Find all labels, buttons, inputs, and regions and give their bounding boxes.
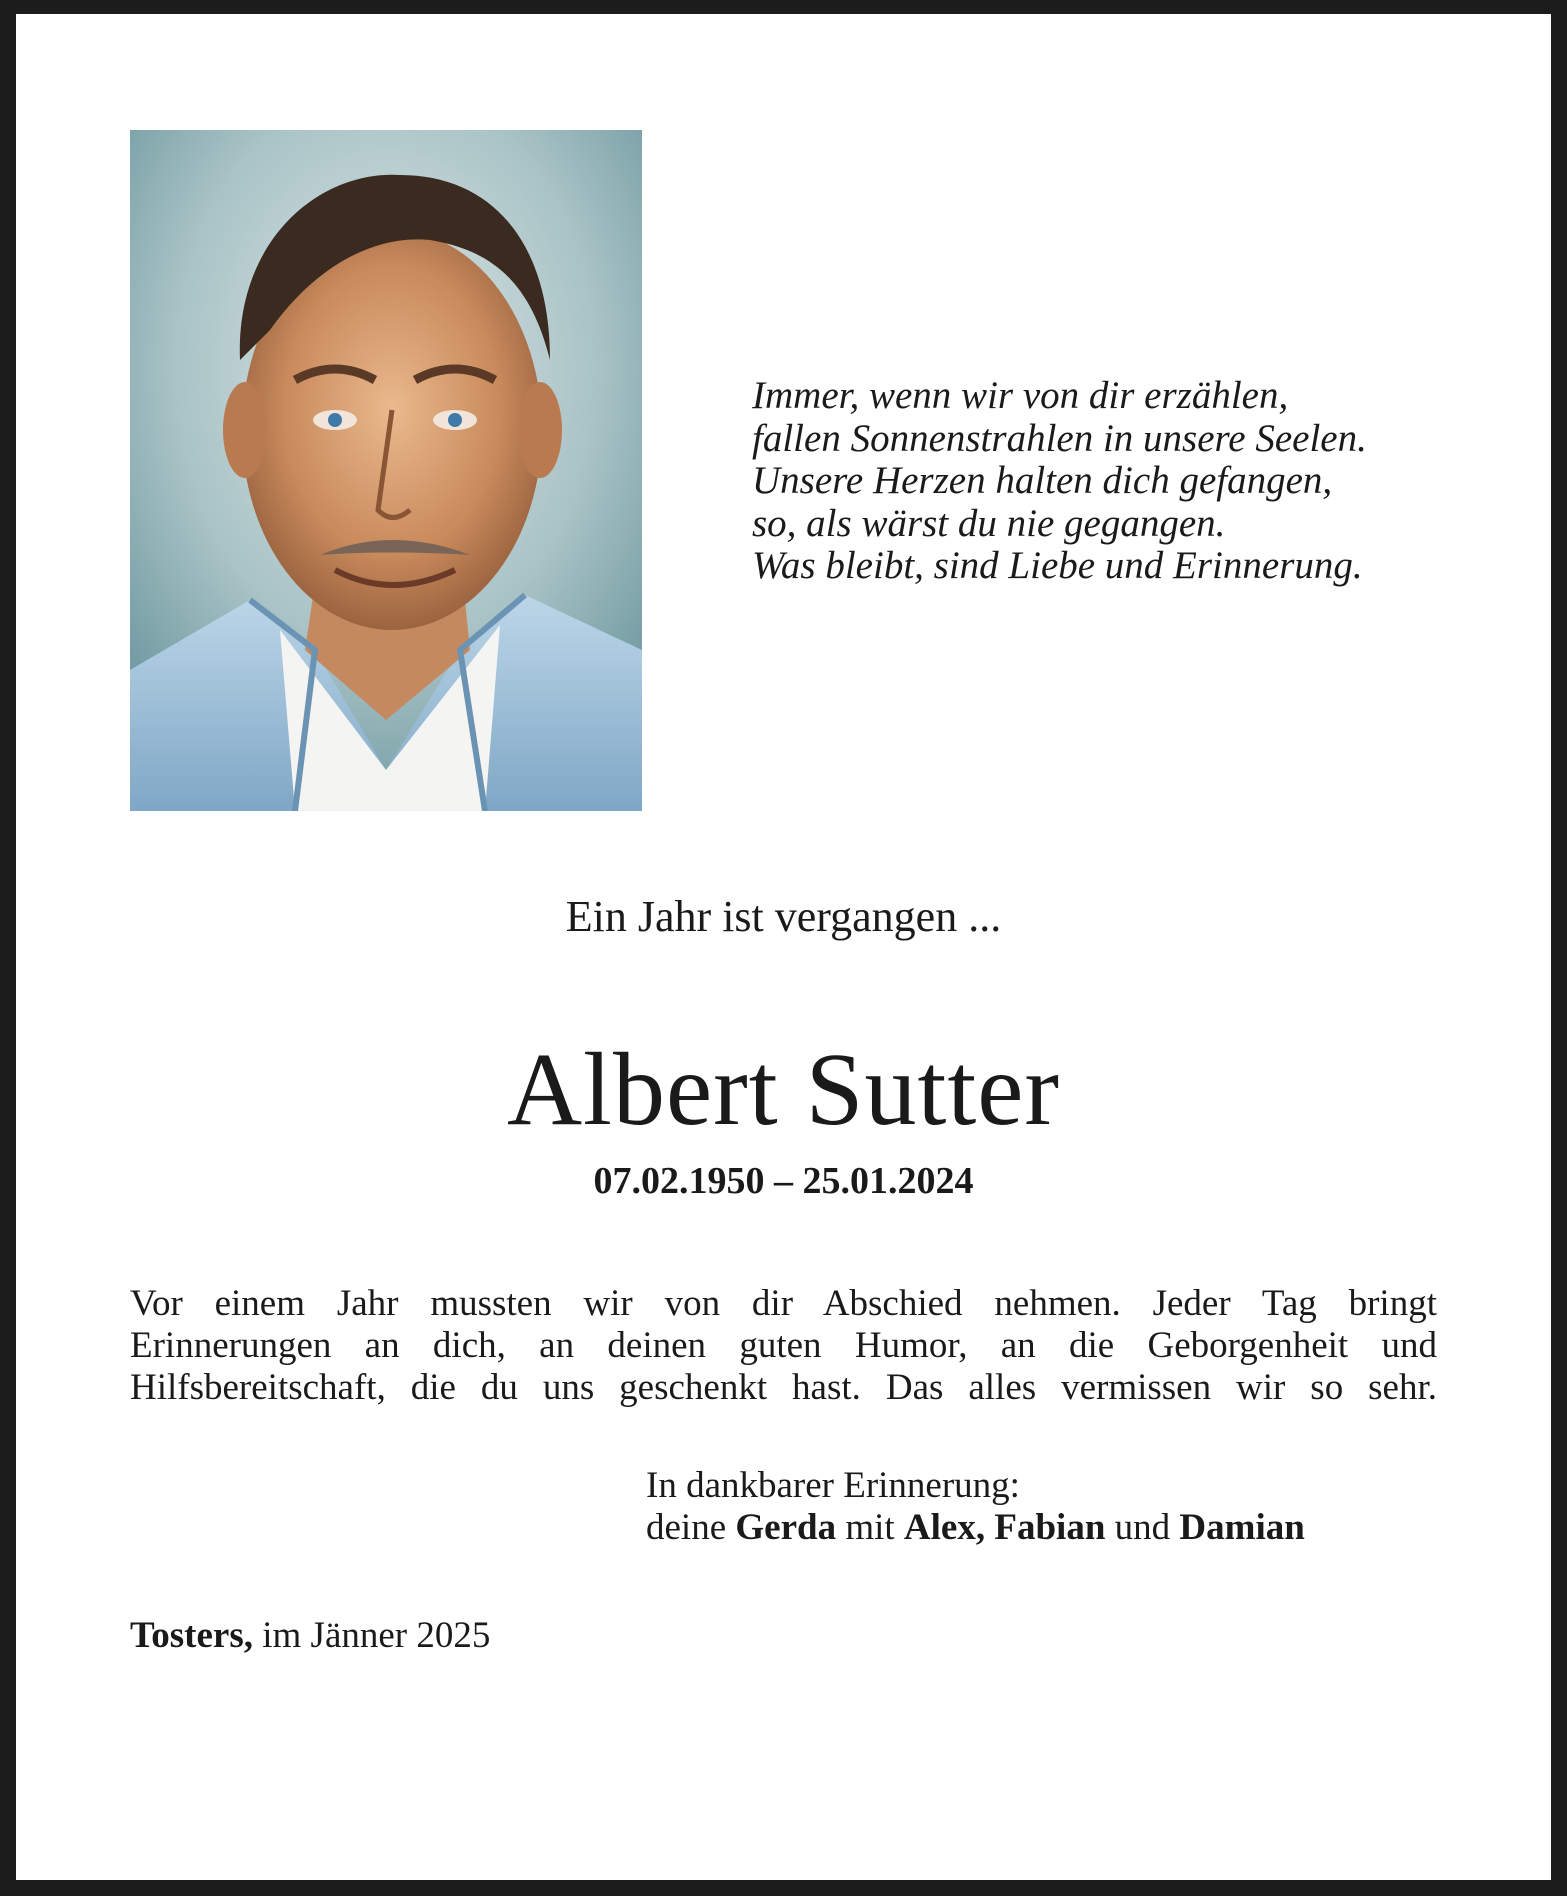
life-dates: 07.02.1950 – 25.01.2024 (593, 1160, 974, 1202)
place-date: im Jänner 2025 (262, 1615, 491, 1656)
message-line: Hilfsbereitschaft, die du uns geschenkt hast. Das alles vermissen wir so sehr. (130, 1367, 1437, 1408)
poem-line: Was bleibt, sind Liebe und Erinnerung. (752, 544, 1363, 587)
signature-block (646, 1465, 1446, 1549)
deceased-name: Albert Sutter (506, 1032, 1061, 1147)
place-and-date (130, 1615, 490, 1657)
portrait-icon (130, 130, 642, 811)
family-name-gerda: Gerda (735, 1507, 837, 1548)
memorial-message (130, 1283, 1437, 1409)
poem-line: so, als wärst du nie gegangen. (752, 501, 1226, 545)
intro-heading: Ein Jahr ist vergangen ... (565, 892, 1002, 941)
family-name-damian: Damian (1179, 1507, 1305, 1548)
portrait-photo (130, 130, 642, 811)
signature-prefix: deine (646, 1507, 727, 1548)
family-name-fabian: Fabian (994, 1507, 1106, 1548)
poem-line: fallen Sonnenstrahlen in unsere Seelen. (752, 416, 1367, 460)
signature-connector: und (1114, 1507, 1171, 1548)
memorial-poem (752, 375, 1452, 588)
signature-connector: mit (845, 1507, 895, 1548)
family-name-alex: Alex, (903, 1507, 986, 1548)
signature-names (646, 1507, 1446, 1549)
poem-line: Unsere Herzen halten dich gefangen, (752, 459, 1333, 502)
poem-line: Immer, wenn wir von dir erzählen, (752, 374, 1289, 417)
message-line: Vor einem Jahr mussten wir von dir Abschied nehmen. Jeder Tag bringt (130, 1283, 1437, 1324)
signature-intro: In dankbarer Erinnerung: (646, 1465, 1020, 1506)
place-town: Tosters, (130, 1615, 253, 1656)
message-line: Erinnerungen an dich, an deinen guten Humor, an die Geborgenheit und (130, 1325, 1437, 1366)
